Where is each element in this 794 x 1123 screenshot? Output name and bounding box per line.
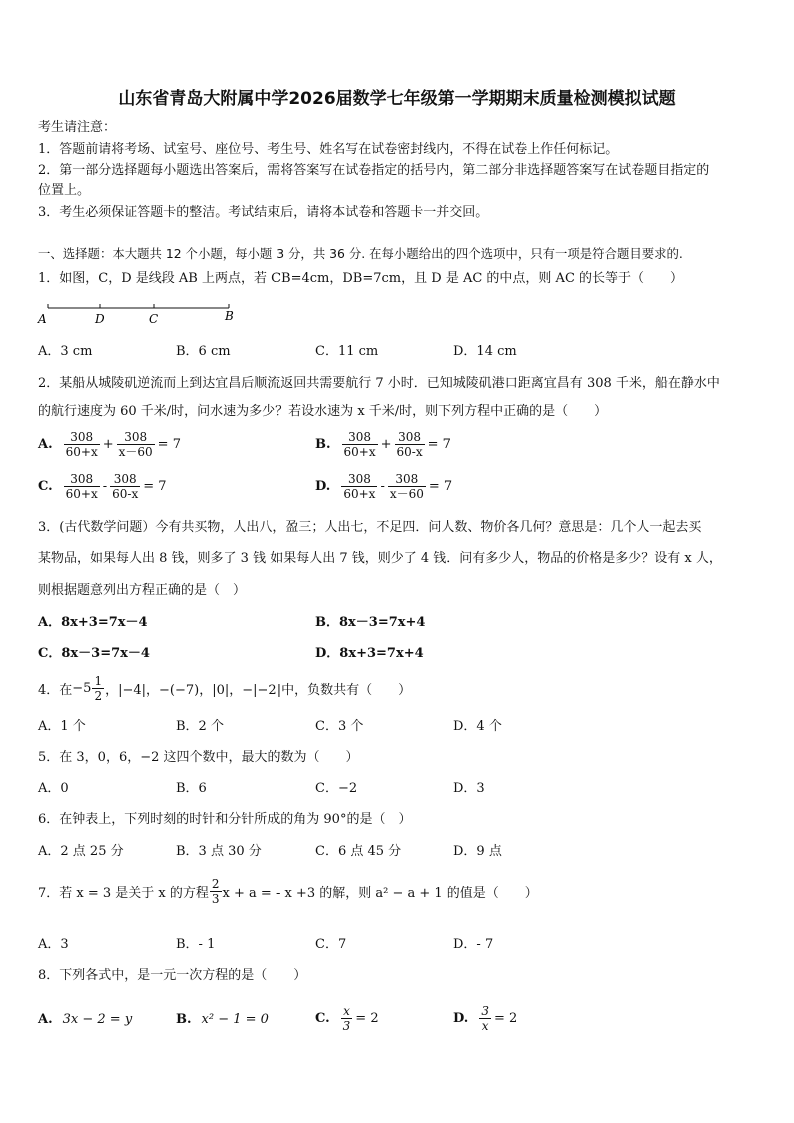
option-label: B. (315, 437, 331, 452)
option-d[interactable]: D．8x+3=7x+4 (315, 646, 424, 661)
option-b[interactable]: B．6 cm (176, 344, 231, 359)
option-c[interactable]: C．11 cm (315, 344, 379, 359)
option-c[interactable]: C．3 个 (315, 719, 364, 734)
option-d[interactable] (453, 1004, 519, 1033)
equation: $\frac{308}{60+x}$ + $\frac{308}{x-60}$ = 7 (65, 430, 181, 459)
option-d[interactable]: D．14 cm (453, 344, 517, 359)
option-a[interactable] (38, 430, 183, 459)
option-a[interactable]: A．0 (38, 781, 69, 796)
option-d[interactable]: D．- 7 (453, 937, 494, 952)
option-label: A. (38, 1012, 53, 1027)
question-7-stem: 7．若 x = 3 是关于 x 的方程 $\frac{2}{3}$ x + a = - x +3 的解，则 a² − a + 1 的值是（ ） (38, 877, 538, 906)
option-a[interactable]: A．1 个 (38, 719, 86, 734)
notice-item: 3．考生必须保证答题卡的整洁。考试结束后，请将本试卷和答题卡一并交回。 (38, 205, 489, 220)
option-b[interactable]: B．3 点 30 分 (176, 844, 262, 859)
question-2-stem: 的航行速度为 60 千米/时，问水速为多少？若设水速为 x 千米/时，则下列方程中正确的是（ ） (38, 404, 608, 419)
option-b[interactable] (176, 1012, 269, 1027)
question-3-stem: 某物品，如果每人出 8 钱，则多了 3 钱 如果每人出 7 钱，则少了 4 钱．问有多少人，物品的价格是多少？设有 x 人， (38, 551, 722, 566)
section-heading: 一、选择题：本大题共 12 个小题，每小题 3 分，共 36 分. 在每小题给出的四个选项中，只有一项是符合题目要求的. (38, 246, 683, 261)
option-c[interactable]: C．7 (315, 937, 347, 952)
point-label-d: D (95, 312, 105, 326)
question-2-stem: 2．某船从城陵矶逆流而上到达宜昌后顺流返回共需要航行 7 小时．已知城陵矶港口距离宜昌有 308 千米，船在静水中 (38, 376, 720, 391)
option-label: A. (38, 437, 53, 452)
option-b[interactable] (315, 430, 453, 459)
equation: 3x − 2 = y (62, 1012, 133, 1027)
segment-figure (36, 300, 246, 326)
option-a[interactable]: A．8x+3=7x－4 (38, 615, 148, 630)
option-c[interactable] (38, 472, 169, 501)
question-3-stem: 则根据题意列出方程正确的是（ ） (38, 583, 247, 598)
equation: x² − 1 = 0 (201, 1012, 269, 1027)
option-a[interactable]: A．3 (38, 937, 69, 952)
option-b[interactable]: B．2 个 (176, 719, 224, 734)
option-b[interactable]: B．- 1 (176, 937, 216, 952)
option-c[interactable] (315, 1004, 381, 1033)
question-5-stem: 5．在 3，0，6，−2 这四个数中，最大的数为（ ） (38, 750, 359, 765)
option-label: D. (453, 1011, 469, 1026)
option-d[interactable]: D．9 点 (453, 844, 502, 859)
notice-item: 1．答题前请将考场、试室号、座位号、考生号、姓名写在试卷密封线内，不得在试卷上作任何标记。 (38, 142, 619, 157)
option-b[interactable]: B．8x－3=7x+4 (315, 615, 426, 630)
notice-heading: 考生请注意： (38, 120, 117, 135)
point-label-a: A (38, 312, 47, 326)
option-c[interactable]: C．6 点 45 分 (315, 844, 402, 859)
notice-item: 位置上。 (38, 183, 91, 198)
equation: $\frac{308}{60+x}$ + $\frac{308}{60-x}$ = 7 (343, 430, 451, 459)
point-label-c: C (149, 312, 159, 326)
point-label-b: B (225, 309, 234, 323)
option-label: D. (315, 479, 331, 494)
option-d[interactable] (315, 472, 454, 501)
option-label: B. (176, 1012, 192, 1027)
option-a[interactable]: A．3 cm (38, 344, 93, 359)
equation: $\frac{x}{3}$ = 2 (342, 1004, 379, 1033)
question-8-stem: 8．下列各式中，是一元一次方程的是（ ） (38, 968, 307, 983)
equation: $\frac{3}{x}$ = 2 (481, 1004, 518, 1033)
option-a[interactable] (38, 1012, 132, 1027)
question-1-stem: 1．如图，C，D 是线段 AB 上两点，若 CB=4cm，DB=7cm，且 D 是 AC 的中点，则 AC 的长等于（ ） (38, 271, 684, 286)
option-d[interactable]: D．3 (453, 781, 485, 796)
option-label: C. (38, 479, 53, 494)
notice-item: 2．第一部分选择题每小题选出答案后，需将答案写在试卷指定的括号内，第二部分非选择题答案写在试卷题目指定的 (38, 163, 710, 178)
option-d[interactable]: D．4 个 (453, 719, 502, 734)
question-6-stem: 6．在钟表上，下列时刻的时针和分针所成的角为 90°的是（ ） (38, 812, 412, 827)
option-a[interactable]: A．2 点 25 分 (38, 844, 124, 859)
option-b[interactable]: B．6 (176, 781, 207, 796)
option-label: C. (315, 1011, 330, 1026)
question-3-stem: 3．(古代数学问题）今有共买物，人出八，盈三；人出七，不足四．问人数、物价各几何？意思是：几个人一起去买 (38, 520, 702, 535)
question-4-stem: 4．在 −5 $\frac{1}{2}$ ， |−4|，−(−7)，|0|，−|−2| 中，负数共有（ ） (38, 674, 412, 703)
option-c[interactable]: C．8x－3=7x－4 (38, 646, 150, 661)
option-c[interactable]: C．−2 (315, 781, 358, 796)
equation: $\frac{308}{60+x}$ - $\frac{308}{60-x}$ = 7 (65, 472, 167, 501)
equation: $\frac{308}{60+x}$ - $\frac{308}{x-60}$ = 7 (343, 472, 453, 501)
page-title: 山东省青岛大附属中学2026届数学七年级第一学期期末质量检测模拟试题 (118, 89, 676, 109)
